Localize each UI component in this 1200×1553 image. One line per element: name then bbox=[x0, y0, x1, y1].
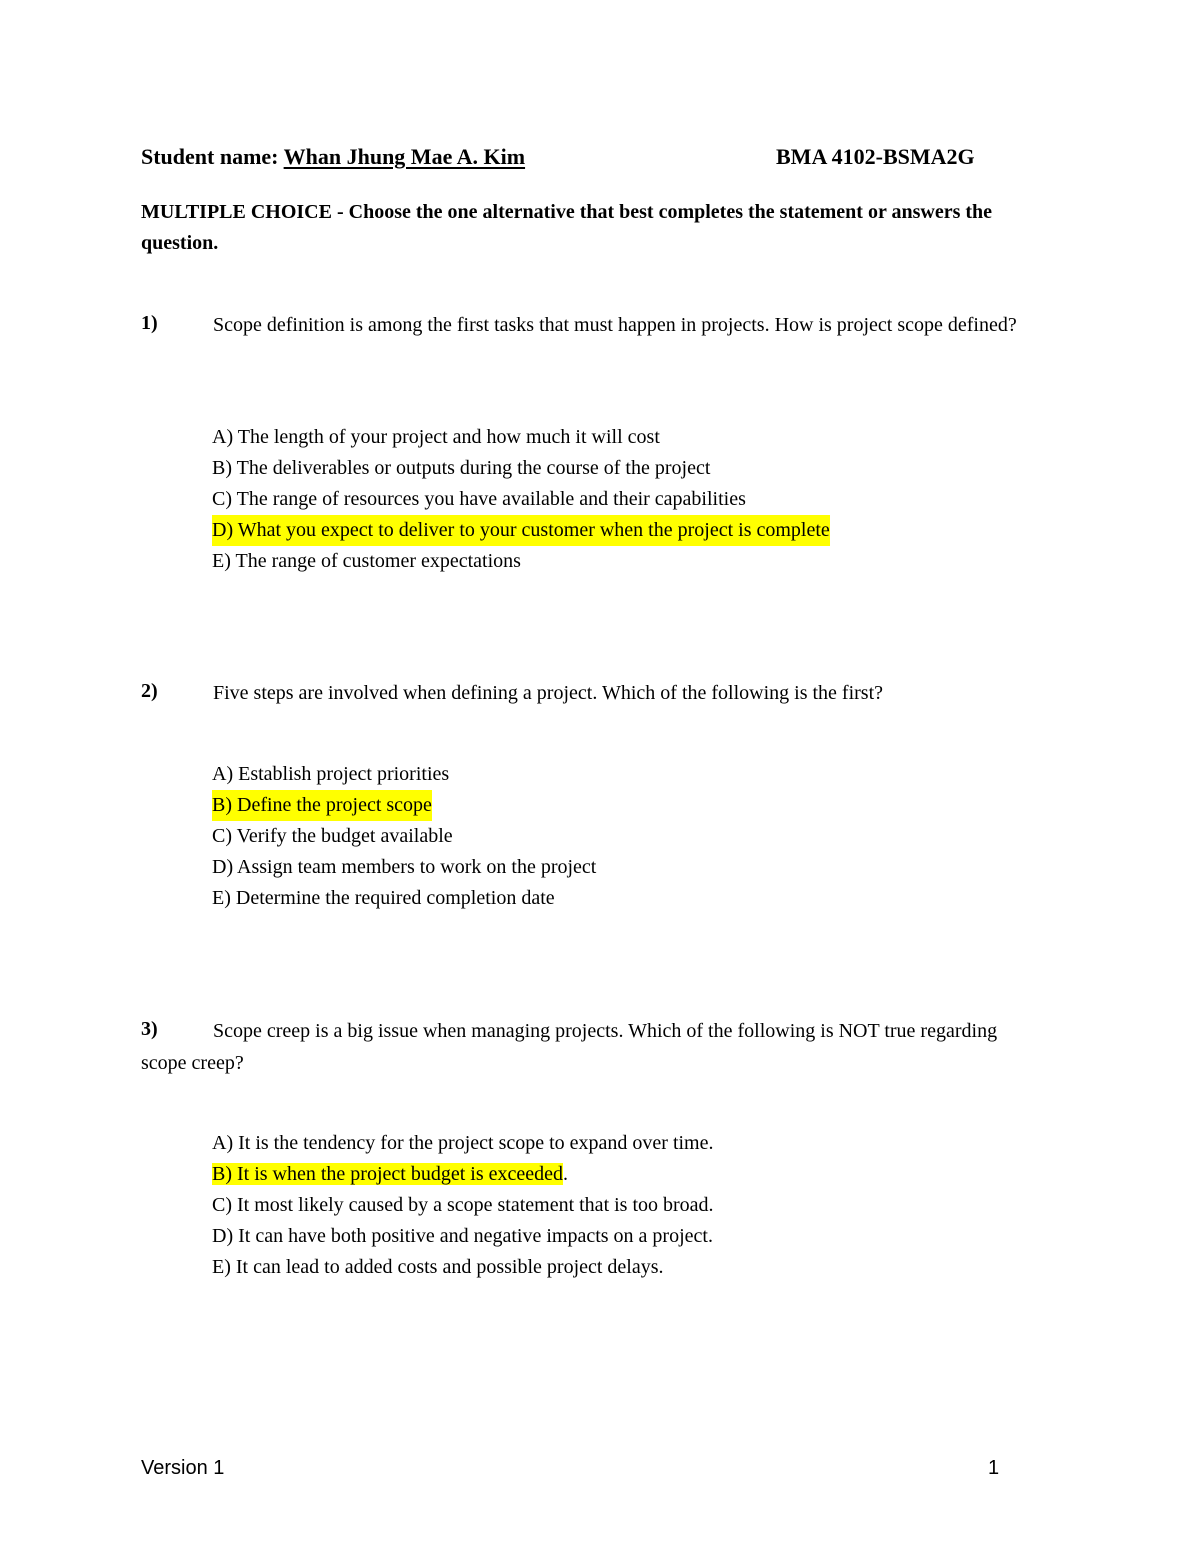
question-text: Scope definition is among the first tasks that must happen in projects. How is project scope defined? bbox=[213, 314, 1017, 336]
option-2b-highlighted-answer: B) Define the project scope bbox=[212, 790, 432, 821]
question-1 bbox=[141, 309, 1041, 341]
option-1c: C) The range of resources you have available and their capabilities bbox=[212, 488, 746, 510]
option-1a: A) The length of your project and how much it will cost bbox=[212, 426, 660, 448]
option-3b-line bbox=[212, 1159, 568, 1190]
footer-version: Version 1 bbox=[141, 1457, 225, 1479]
option-1e: E) The range of customer expectations bbox=[212, 550, 521, 572]
option-3a: A) It is the tendency for the project scope to expand over time. bbox=[212, 1132, 714, 1154]
question-text: Scope creep is a big issue when managing projects. Which of the following is NOT true regarding scope creep? bbox=[141, 1020, 998, 1074]
question-3 bbox=[141, 1015, 1041, 1079]
option-3b-period: . bbox=[563, 1163, 568, 1185]
footer-page-number: 1 bbox=[988, 1457, 1000, 1479]
option-3e: E) It can lead to added costs and possible project delays. bbox=[212, 1256, 664, 1278]
option-1d-highlighted-answer: D) What you expect to deliver to your customer when the project is complete bbox=[212, 515, 830, 546]
student-name: Whan Jhung Mae A. Kim bbox=[283, 144, 526, 169]
option-2d: D) Assign team members to work on the project bbox=[212, 856, 597, 878]
option-3b-highlighted-answer: B) It is when the project budget is exceeded bbox=[212, 1163, 563, 1185]
option-2c: C) Verify the budget available bbox=[212, 825, 453, 847]
option-3d: D) It can have both positive and negative impacts on a project. bbox=[212, 1225, 713, 1247]
question-number: 1) bbox=[141, 312, 158, 334]
question-number: 2) bbox=[141, 680, 158, 702]
question-2 bbox=[141, 677, 1041, 709]
question-text: Five steps are involved when defining a project. Which of the following is the first? bbox=[213, 682, 884, 704]
option-1b: B) The deliverables or outputs during the course of the project bbox=[212, 457, 711, 479]
option-2e: E) Determine the required completion date bbox=[212, 887, 555, 909]
student-label: Student name: bbox=[141, 144, 279, 169]
option-3c: C) It most likely caused by a scope statement that is too broad. bbox=[212, 1194, 714, 1216]
option-2a: A) Establish project priorities bbox=[212, 763, 450, 785]
student-name-line bbox=[141, 144, 525, 170]
course-code: BMA 4102-BSMA2G bbox=[776, 144, 975, 169]
question-number: 3) bbox=[141, 1018, 158, 1040]
instructions: MULTIPLE CHOICE - Choose the one alternative that best completes the statement or answers the question. bbox=[141, 201, 993, 254]
